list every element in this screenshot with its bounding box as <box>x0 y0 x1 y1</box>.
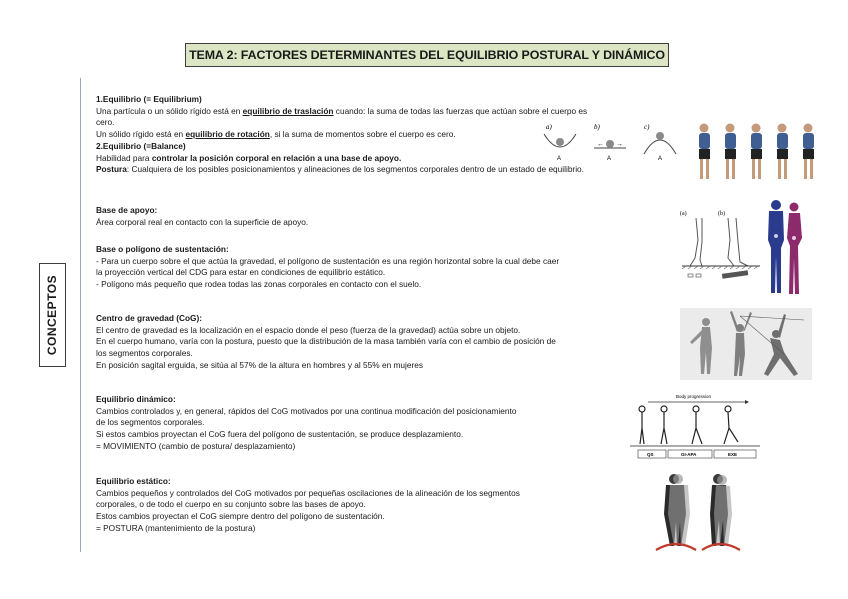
arrow-left-icon: ← <box>597 141 604 148</box>
leg-outline <box>728 218 734 266</box>
bold-text: controlar la posición corporal en relación a una base de apoyo. <box>151 152 402 163</box>
dinamico-line-1: Cambios controlados y, en general, rápidos del CoG motivados por una continua modificación del posicionamiento <box>96 405 517 416</box>
gait-initiation-figure <box>628 392 762 464</box>
standing-people-figure <box>694 120 822 184</box>
underlined-term: equilibrio de rotación <box>185 129 270 140</box>
poligono-line-2: la proyección vertical del CDG para estar en condiciones de equilibrio estático. <box>96 267 386 278</box>
centro-line-4: En posición sagital erguida, se sitúa al 57% de la altura en hombres y al 55% en mujeres <box>96 359 423 370</box>
person-4 <box>777 124 788 180</box>
sway-arc-icon <box>656 544 696 550</box>
cog-dot <box>774 234 778 238</box>
poligono-section <box>96 244 559 291</box>
equilibrio-line-5 <box>96 164 587 176</box>
text-span: Una partícula o un sólido rígido está en <box>96 105 243 116</box>
dinamico-line-4: = MOVIMIENTO (cambio de postura/ desplazamiento) <box>96 440 296 451</box>
person-5 <box>803 124 814 180</box>
equilibrio-section <box>96 94 587 176</box>
poligono-heading: Base o polígono de sustentación: <box>96 244 229 254</box>
dinamico-line-2: de los segmentos corporales. <box>96 417 205 428</box>
female-silhouette <box>787 203 802 295</box>
equilibrio-line-4 <box>96 153 587 165</box>
centro-line-2: En el cuerpo humano, varía con la postura, puesto que la distribución de la masa también varía con el cambio de posición de <box>96 336 556 347</box>
leg-outline <box>690 218 698 266</box>
fig-label: b) <box>594 123 600 131</box>
person-2 <box>725 124 736 180</box>
centro-line-1: El centro de gravedad es la localización en el espacio donde el peso (fuerza de la gravedad) actúa sobre un objeto. <box>96 324 521 335</box>
text-span: cuando: la suma de todas las fuerzas que actúan sobre el cuerpo es <box>333 105 588 116</box>
footprint <box>696 274 701 277</box>
equilibrio-line-2: cero. <box>96 117 115 128</box>
sway-arc-icon <box>702 544 740 550</box>
text-span: Un sólido rígido está en <box>96 129 186 140</box>
estatico-line-4: = POSTURA (mantenimiento de la postura) <box>96 522 256 533</box>
estatico-line-1: Cambios pequeños y controlados del CoG motivados por pequeñas oscilaciones de la alineación de los segmentos <box>96 487 520 498</box>
text-span: Habilidad para <box>96 152 152 163</box>
side-label-text: CONCEPTOS <box>45 274 60 356</box>
centro-line-3: los segmentos corporales. <box>96 348 193 359</box>
cog-dot <box>792 236 796 240</box>
ball-icon <box>556 138 564 146</box>
gait-stick-figures <box>639 406 738 444</box>
estatico-section <box>96 476 520 535</box>
fig-label: a) <box>546 123 552 131</box>
phase-label-giapa: GI-APA <box>681 452 697 457</box>
leg-outline <box>700 218 702 266</box>
person-3 <box>751 124 762 180</box>
postural-sway-figure <box>650 470 746 554</box>
sway-silhouette-front <box>664 474 690 546</box>
equilibrium-types-figure <box>540 120 690 164</box>
fig-label: c) <box>644 123 650 131</box>
phase-label-exe: EXE <box>728 452 738 457</box>
equilibrio-line-1 <box>96 106 587 118</box>
ball-icon <box>606 140 614 148</box>
ball-icon <box>656 132 664 140</box>
convex-surface <box>644 140 676 154</box>
equilibrio-heading-2: 2.Equilibrio (=Balance) <box>96 140 186 151</box>
fig-label: Body progression <box>676 394 712 399</box>
dinamico-line-3: Si estos cambios proyectan el CoG fuera del polígono de sustentación, se produce desplazamiento. <box>96 429 464 440</box>
fig-label: (b) <box>718 211 725 217</box>
phase-label-qs: QS <box>647 452 654 457</box>
section-divider-line <box>80 78 81 552</box>
side-label-box <box>39 263 66 367</box>
fig-label: A <box>557 156 562 162</box>
sway-silhouette-side <box>710 474 732 546</box>
equilibrio-line-3 <box>96 129 587 141</box>
support-polygon <box>722 270 748 279</box>
dinamico-heading: Equilibrio dinámico: <box>96 394 176 404</box>
base-apoyo-section <box>96 205 308 228</box>
poligono-line-3: - Polígono más pequeño que rodea todas las zonas corporales en contacto con el suelo. <box>96 279 422 290</box>
estatico-heading: Equilibrio estático: <box>96 476 171 486</box>
male-silhouette <box>768 200 784 293</box>
fig-label: A <box>658 156 663 162</box>
page-title <box>185 43 669 67</box>
page-title-text: TEMA 2: FACTORES DETERMINANTES DEL EQUILIBRIO POSTURAL Y DINÁMICO <box>189 48 665 62</box>
base-apoyo-heading: Base de apoyo: <box>96 205 158 215</box>
poligono-line-1: - Para un cuerpo sobre el que actúa la gravedad, el polígono de sustentación es una región horizontal sobre la cual debe caer <box>96 255 560 266</box>
fig-label: A <box>607 156 612 162</box>
dinamico-section <box>96 394 516 453</box>
fig-label: (a) <box>680 211 687 217</box>
arrowhead-icon <box>745 400 749 404</box>
leg-outline <box>736 218 748 266</box>
estatico-line-2: corporales, o de todo el cuerpo en su conjunto sobre las bases de apoyo. <box>96 499 366 510</box>
arrow-right-icon: → <box>616 141 623 148</box>
text-span: : Cualquiera de los posibles posicionamientos y alineaciones de los segmentos corporales dentro de un estado de equilibrio. <box>126 164 584 175</box>
body-silhouettes-figure <box>764 198 806 298</box>
equilibrio-heading-1: 1.Equilibrio (= Equilibrium) <box>96 94 202 104</box>
base-apoyo-text: Área corporal real en contacto con la superficie de apoyo. <box>96 216 309 227</box>
centro-section <box>96 313 556 372</box>
bold-text: Postura <box>96 164 127 175</box>
estatico-line-3: Estos cambios proyectan el CoG siempre dentro del polígono de sustentación. <box>96 511 385 522</box>
underlined-term: equilibrio de traslación <box>242 105 334 116</box>
footprint <box>688 274 693 277</box>
person-1 <box>699 124 710 180</box>
yoga-poses-figure <box>680 308 812 380</box>
text-span: , si la suma de momentos sobre el cuerpo es cero. <box>269 129 456 140</box>
centro-heading: Centro de gravedad (CoG): <box>96 313 203 323</box>
base-support-figure <box>678 206 764 288</box>
